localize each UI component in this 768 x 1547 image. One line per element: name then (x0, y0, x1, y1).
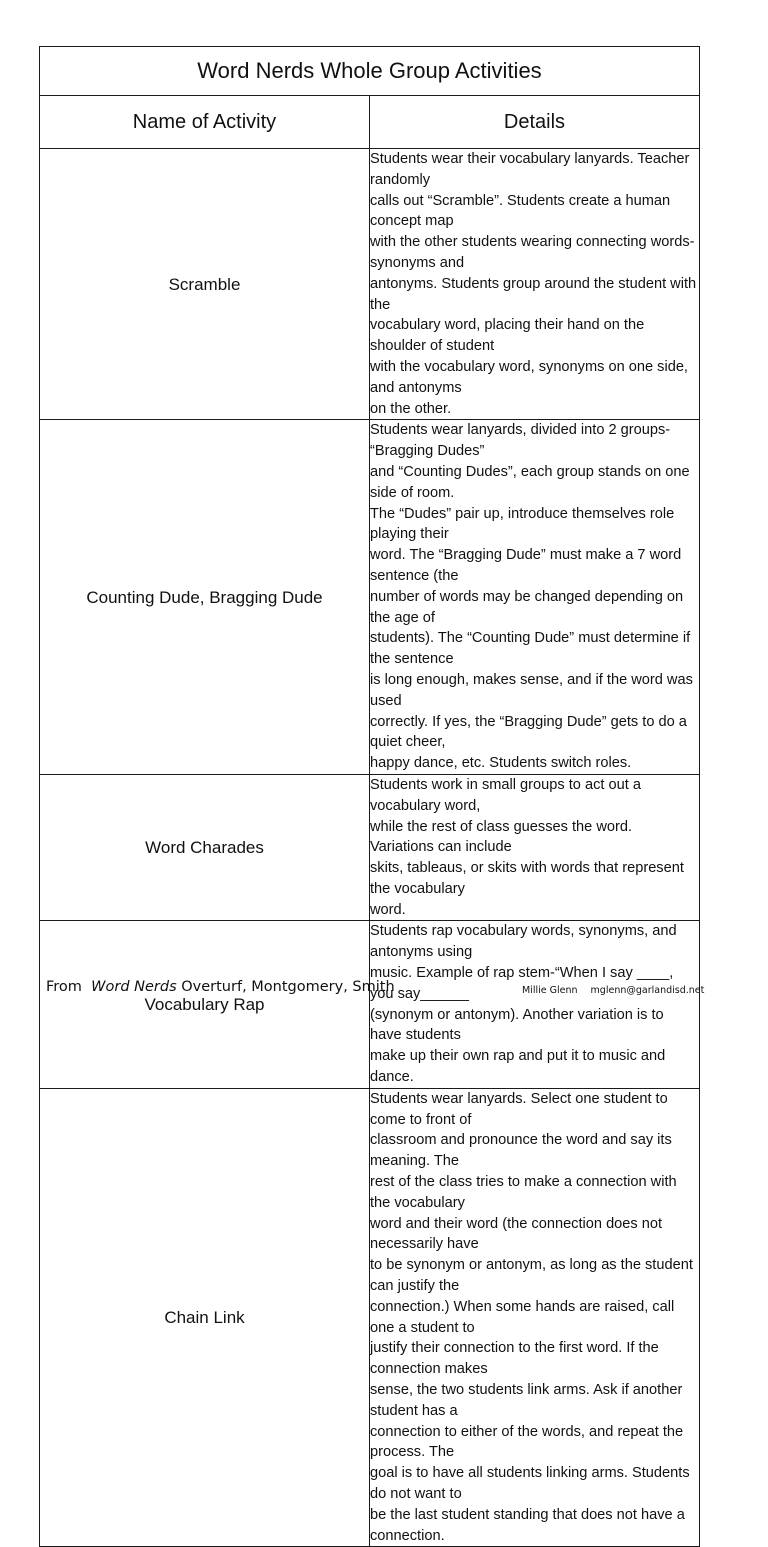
table-row (40, 149, 700, 420)
book-authors: Overturf, Montgomery, Smith (181, 979, 395, 995)
table-row (40, 420, 700, 775)
activities-table (39, 46, 700, 1547)
table-row (40, 921, 700, 1088)
activity-details: Students wear their vocabulary lanyards. Teacher randomly calls out “Scramble”. Students create a human concept map with the other students wearing connecting words-synonyms and antonyms. Students group around the student with the vocabulary word, placing their hand on the shoulder of student with the vocabulary word, synonyms on one side, and antonyms on the other. (370, 149, 700, 420)
book-title: Word Nerds (91, 979, 177, 995)
table-row (40, 774, 700, 921)
header-row (40, 96, 700, 149)
title-row (40, 47, 700, 96)
table-row (40, 1088, 700, 1547)
contact-email: mglenn@garlandisd.net (590, 985, 705, 996)
contact-info (522, 985, 704, 996)
column-header-details: Details (370, 96, 700, 149)
source-citation (46, 979, 395, 995)
activity-name: Counting Dude, Bragging Dude (40, 420, 370, 775)
activity-name: Chain Link (40, 1088, 370, 1547)
document-title: Word Nerds Whole Group Activities (40, 47, 700, 96)
activity-details: Students rap vocabulary words, synonyms, and antonyms using music. Example of rap stem-“When I say ____, you say______ (synonym or antonym). Another variation is to have students make up their own rap and put it to music and dance. (370, 921, 700, 1088)
activity-details: Students wear lanyards, divided into 2 groups- “Bragging Dudes” and “Counting Dudes”, each group stands on one side of room. The “Dudes” pair up, introduce themselves role playing their word. The “Bragging Dude” must make a 7 word sentence (the number of words may be changed depending on the age of students). The “Counting Dude” must determine if the sentence is long enough, makes sense, and if the word was used correctly. If yes, the “Bragging Dude” gets to do a quiet cheer, happy dance, etc. Students switch roles. (370, 420, 700, 775)
column-header-name: Name of Activity (40, 96, 370, 149)
from-label: From (46, 979, 82, 995)
activity-name: Word Charades (40, 774, 370, 921)
activity-name: Scramble (40, 149, 370, 420)
activity-details: Students wear lanyards. Select one student to come to front of classroom and pronounce the word and say its meaning. The rest of the class tries to make a connection with the vocabulary word and their word (the connection does not necessarily have to be synonym or antonym, as long as the student can justify the connection.) When some hands are raised, call one a student to justify their connection to the first word. If the connection makes sense, the two students link arms. Ask if another student has a connection to either of the words, and repeat the process. The goal is to have all students linking arms. Students do not want to be the last student standing that does not have a connection. (370, 1088, 700, 1547)
activity-details: Students work in small groups to act out a vocabulary word, while the rest of class guesses the word. Variations can include skits, tableaus, or skits with words that represent the vocabulary word. (370, 774, 700, 921)
activity-name: Vocabulary Rap (40, 921, 370, 1088)
contact-name: Millie Glenn (522, 985, 578, 996)
